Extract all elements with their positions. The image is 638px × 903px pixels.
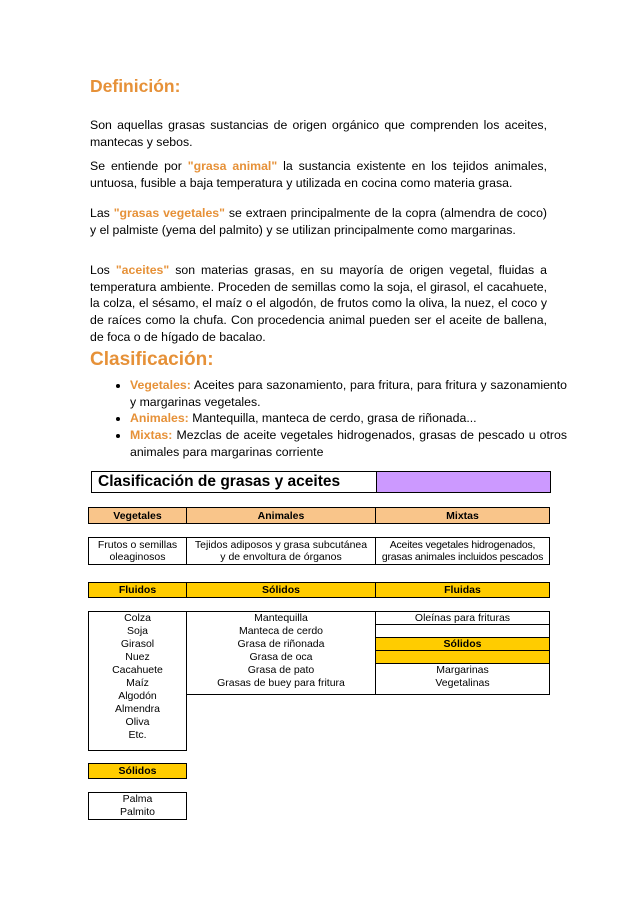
definicion-paragraph-2 xyxy=(90,158,547,191)
veg-solidos-label: Sólidos xyxy=(88,763,187,779)
item-label: Vegetales: xyxy=(130,378,191,392)
list-item: Palmito xyxy=(119,806,155,818)
list-item: Girasol xyxy=(120,638,155,650)
definicion-paragraph-1: Son aquellas grasas sustancias de origen orgánico que comprenden los aceites, mantecas y sebos. xyxy=(90,118,547,149)
veg-solidos-list xyxy=(88,792,187,820)
veg-fluidos-list xyxy=(88,611,187,751)
p4-highlight: "aceites" xyxy=(115,263,170,277)
list-item: Etc. xyxy=(128,729,147,741)
definicion-heading: Definición: xyxy=(90,76,181,96)
table-title: Clasificación de grasas y aceites xyxy=(92,472,376,492)
list-item xyxy=(130,377,567,410)
list-item: Colza xyxy=(124,612,151,624)
list-item: Algodón xyxy=(118,690,157,702)
blank-row xyxy=(376,625,549,638)
mixtas-solidos-label: Sólidos xyxy=(376,638,549,651)
item-text: Mezclas de aceite vegetales hidrogenados, grasas de pescado u otros animales para margarinas corriente xyxy=(130,428,567,459)
item-label: Animales: xyxy=(130,411,189,426)
list-item: Nuez xyxy=(125,651,150,663)
p2-pre: Se entiende por xyxy=(90,159,188,173)
origin-animales xyxy=(186,537,376,565)
table-title-accent xyxy=(376,472,550,492)
p3-pre: Las xyxy=(90,206,114,220)
list-item: Cacahuete xyxy=(112,664,163,676)
state-mixtas: Fluidas xyxy=(375,582,550,598)
origin-line: Tejidos adiposos y grasa subcutánea xyxy=(194,539,368,551)
p4-pre: Los xyxy=(90,263,116,277)
list-item: Grasa de riñonada xyxy=(237,638,325,650)
clasificacion-heading: Clasificación: xyxy=(90,349,214,370)
item-text: Aceites para sazonamiento, para fritura, para fritura y sazonamiento y margarinas vegetales. xyxy=(130,378,567,409)
list-item: Grasa de pato xyxy=(247,664,315,676)
mixtas-list xyxy=(375,611,550,695)
definicion-paragraph-3 xyxy=(90,205,547,238)
clasificacion-list xyxy=(110,377,567,461)
item-label: Mixtas: xyxy=(130,428,173,443)
table-title-bar xyxy=(91,471,551,493)
list-item: Oleínas para frituras xyxy=(376,612,549,625)
animales-solidos-list xyxy=(186,611,376,695)
state-vegetales: Fluidos xyxy=(88,582,187,598)
list-item: Margarinas xyxy=(436,664,489,676)
header-vegetales: Vegetales xyxy=(88,507,187,524)
p2-post: la sustancia existente en los tejidos animales, untuosa, fusible a baja temperatura y utilizada en cocina como materia grasa. xyxy=(90,159,547,190)
p2-highlight: "grasa animal" xyxy=(187,159,278,173)
origin-line: Aceites vegetales hidrogenados, xyxy=(389,539,536,551)
origin-line: Frutos o semillas xyxy=(97,539,178,551)
header-mixtas: Mixtas xyxy=(375,507,550,524)
list-item: Almendra xyxy=(115,703,160,715)
blank-yellow-row xyxy=(376,651,549,664)
list-item: Grasa de oca xyxy=(249,651,313,663)
list-item: Vegetalinas xyxy=(435,677,490,689)
state-animales: Sólidos xyxy=(186,582,376,598)
list-item xyxy=(130,427,567,460)
list-item: Mantequilla xyxy=(254,612,308,624)
origin-line: oleaginosos xyxy=(109,551,166,563)
p3-post: se extraen principalmente de la copra (almendra de coco) y el palmiste (yema del palmito) y se utilizan principalmente como margarinas. xyxy=(90,206,548,237)
list-item: Manteca de cerdo xyxy=(238,625,324,637)
definicion-paragraph-4 xyxy=(90,262,547,346)
list-item: Palma xyxy=(122,793,153,805)
p4-post: son materias grasas, en su mayoría de origen vegetal, fluidas a temperatura ambiente. Proceden de semillas como la soja, el girasol, el cacahuete, la colza, el sésamo, el maíz o el algodón, de frutos como la oliva, la nuez, el coco y de raíces como la chufa. Con procedencia animal pueden ser el aceite de ballena, de foca o de hígado de bacalao. xyxy=(90,263,547,344)
origin-mixtas xyxy=(375,537,550,565)
origin-vegetales xyxy=(88,537,187,565)
list-item xyxy=(130,410,567,427)
origin-line: y de envoltura de órganos xyxy=(220,551,342,563)
origin-line: grasas animales incluidos pescados xyxy=(381,551,544,563)
list-item: Soja xyxy=(126,625,148,637)
header-animales: Animales xyxy=(186,507,376,524)
item-text: Mantequilla, manteca de cerdo, grasa de riñonada... xyxy=(188,411,477,426)
list-item: Grasas de buey para fritura xyxy=(217,677,345,689)
p3-highlight: "grasas vegetales" xyxy=(113,206,225,220)
list-item: Maíz xyxy=(126,677,149,689)
list-item: Oliva xyxy=(125,716,150,728)
